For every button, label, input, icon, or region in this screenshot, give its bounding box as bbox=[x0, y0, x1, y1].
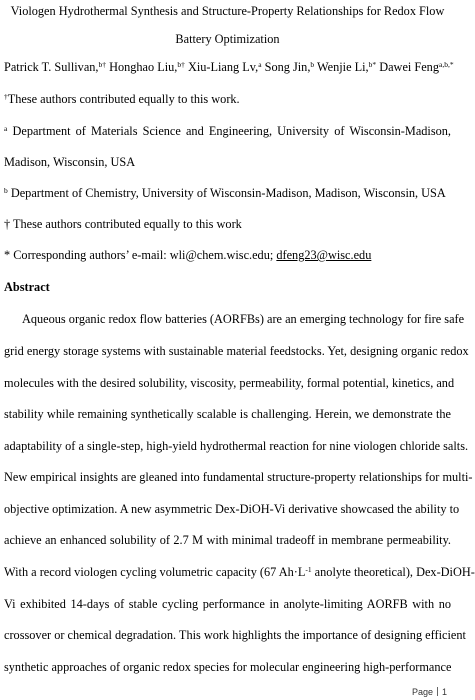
abstract-line: molecules with the desired solubility, viscosity, permeability, formal potential, kinetics, and bbox=[4, 376, 455, 390]
affiliation-mark: b bbox=[4, 186, 8, 195]
abstract-line: New empirical insights are gleaned into fundamental structure-property relationships for multi- bbox=[4, 470, 473, 484]
abstract-line: achieve an enhanced solubility of 2.7 M with minimal tradeoff in membrane permeability. bbox=[4, 533, 451, 547]
affiliation-a-line-1 bbox=[4, 124, 451, 138]
abstract-line: grid energy storage systems with sustainable material feedstocks. Yet, designing organic redox bbox=[4, 344, 469, 358]
superscript: -1 bbox=[305, 565, 312, 574]
affiliation-b bbox=[4, 186, 451, 200]
affiliation-a-line-2: Madison, Wisconsin, USA bbox=[4, 155, 136, 169]
abstract-line: adaptability of a single-step, high-yield hydrothermal reaction for nine viologen chloride salts. bbox=[4, 439, 469, 453]
author-name: Dawei Feng bbox=[379, 60, 439, 74]
abstract-line: Aqueous organic redox flow batteries (AORFBs) are an emerging technology for fire safe bbox=[22, 312, 465, 326]
author-affiliation: b† bbox=[98, 60, 106, 69]
abstract-line: stability while remaining synthetically scalable is challenging. Herein, we demonstrate the bbox=[4, 407, 451, 421]
author-name: Xiu-Liang Lv, bbox=[187, 60, 259, 74]
affiliation-mark: a bbox=[4, 124, 8, 133]
title-line-1: Viologen Hydrothermal Synthesis and Structure-Property Relationships for Redox Flow bbox=[10, 4, 445, 18]
corresponding-label: * Corresponding authors’ e-mail: wli@chem.wisc.edu; bbox=[4, 248, 277, 262]
abstract-line: objective optimization. A new asymmetric Dex-DiOH-Vi derivative showcased the ability to bbox=[4, 502, 460, 516]
author-name: Honghao Liu, bbox=[109, 60, 178, 74]
abstract-text: With a record viologen cycling volumetric capacity (67 Ah·L bbox=[4, 565, 306, 579]
dagger-note: † These authors contributed equally to this work bbox=[4, 217, 242, 231]
dagger-mark: † bbox=[4, 92, 8, 101]
author-name: Patrick T. Sullivan, bbox=[4, 60, 99, 74]
corresponding-authors bbox=[4, 248, 451, 262]
page-label: Page bbox=[411, 687, 433, 697]
title-line-2: Battery Optimization bbox=[175, 32, 280, 46]
abstract-heading: Abstract bbox=[4, 280, 50, 294]
author-name: Song Jin, bbox=[264, 60, 311, 74]
abstract-line: Vi exhibited 14-days of stable cycling performance in anolyte-limiting AORFB with no bbox=[4, 597, 451, 611]
author-affiliation: a bbox=[258, 60, 262, 69]
author-name: Wenjie Li, bbox=[317, 60, 369, 74]
email-link[interactable]: dfeng23@wisc.edu bbox=[276, 248, 372, 262]
abstract-line: synthetic approaches of organic redox species for molecular engineering high-performance bbox=[4, 660, 452, 674]
page-separator bbox=[437, 687, 438, 696]
abstract-line bbox=[4, 565, 475, 579]
equal-contribution-text: These authors contributed equally to this work. bbox=[7, 92, 240, 106]
equal-contribution-note bbox=[4, 92, 451, 106]
affiliation-b-text: Department of Chemistry, University of Wisconsin-Madison, Madison, Wisconsin, USA bbox=[10, 186, 446, 200]
author-affiliation: a,b,* bbox=[438, 60, 454, 69]
page-number: 1 bbox=[441, 687, 447, 697]
abstract-line: crossover or chemical degradation. This work highlights the importance of designing efficient bbox=[4, 628, 466, 642]
affiliation-a-text: Department of Materials Science and Engineering, University of Wisconsin-Madison, bbox=[12, 124, 452, 138]
page-footer bbox=[412, 687, 447, 697]
author-affiliation: b bbox=[310, 60, 315, 69]
author-list bbox=[4, 60, 454, 74]
abstract-text: anolyte theoretical), Dex-DiOH- bbox=[311, 565, 475, 579]
author-affiliation: b* bbox=[368, 60, 377, 69]
author-affiliation: b† bbox=[177, 60, 185, 69]
